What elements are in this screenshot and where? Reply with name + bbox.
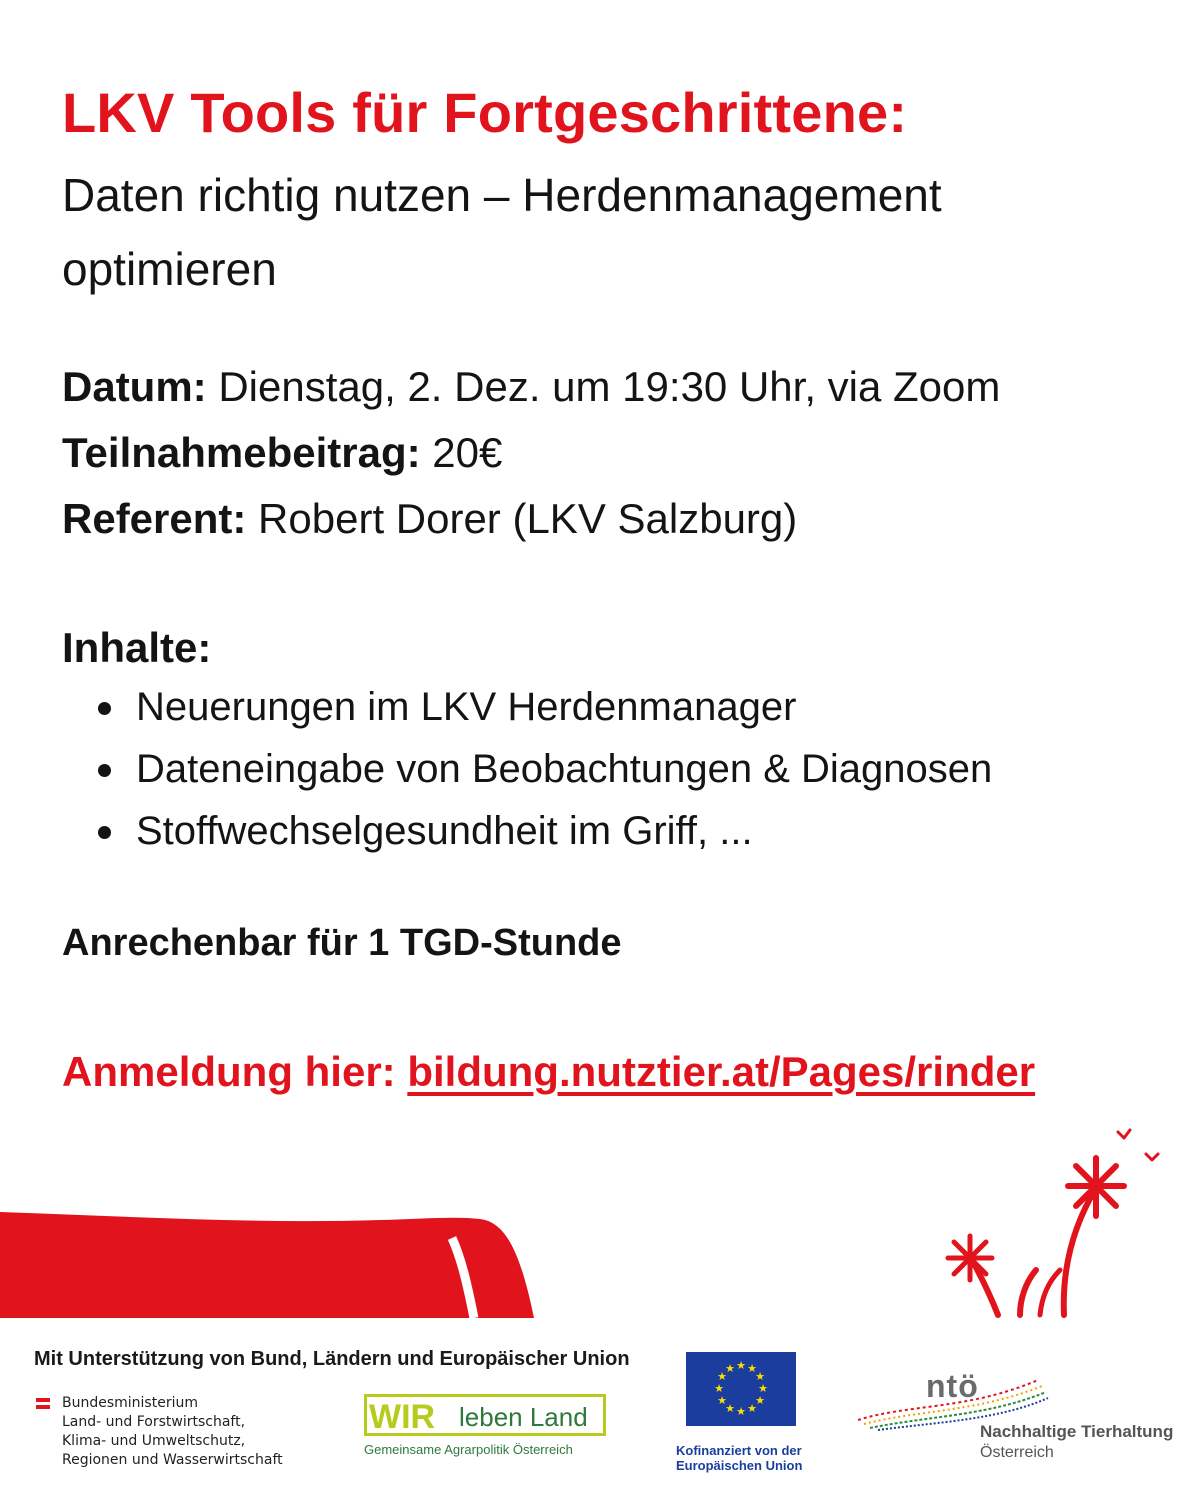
eu-logo [676,1352,816,1473]
flower-icon [948,1130,1158,1315]
list-item-text: Neuerungen im LKV Herdenmanager [136,685,797,729]
svg-text:★: ★ [725,1362,735,1375]
contents-heading: Inhalte: [62,624,212,671]
nto-logo [858,1358,1178,1468]
detail-fee-value: 20€ [432,429,503,476]
bullet-icon [98,826,111,839]
registration-label: Anmeldung hier: [62,1048,396,1095]
detail-date-value: Dienstag, 2. Dez. um 19:30 Uhr, via Zoom [218,363,1001,410]
wir-leben-land-logo [364,1394,614,1457]
event-details [62,354,1000,552]
svg-text:★: ★ [717,1394,727,1407]
detail-fee-label: Teilnahmebeitrag: [62,429,421,476]
svg-text:★: ★ [714,1382,724,1395]
detail-fee [62,420,1000,486]
eu-caption [676,1443,816,1473]
svg-text:★: ★ [717,1370,727,1383]
contents-list [62,676,992,862]
svg-text:★: ★ [755,1370,765,1383]
svg-text:★: ★ [758,1382,768,1395]
list-item [62,800,992,862]
ministry-line: Bundesministerium [62,1395,198,1411]
ministry-text [62,1394,283,1470]
detail-speaker-label: Referent: [62,495,247,542]
sponsor-footer [0,1318,1200,1500]
wir-logo-big: WIR [369,1398,436,1436]
page-subtitle: Daten richtig nutzen – Herdenmanagement optimieren [62,169,942,295]
eu-caption-line: Kofinanziert von der [676,1443,802,1458]
list-item-text: Stoffwechselgesundheit im Griff, ... [136,809,753,853]
bullet-icon [98,702,111,715]
nto-line-2: Österreich [980,1444,1054,1461]
registration [62,1048,1035,1096]
svg-text:★: ★ [725,1402,735,1415]
wir-logo-box [364,1394,606,1436]
nto-wordmark: ntö [926,1368,979,1404]
tgd-note: Anrechenbar für 1 TGD-Stunde [62,922,622,964]
austria-flag-icon [36,1398,50,1409]
wir-logo-subtitle: Gemeinsame Agrarpolitik Österreich [364,1442,573,1457]
eu-caption-line: Europäischen Union [676,1458,803,1473]
list-item [62,676,992,738]
detail-speaker [62,486,1000,552]
ministry-line: Regionen und Wasserwirtschaft [62,1452,283,1468]
list-item [62,738,992,800]
detail-date-label: Datum: [62,363,207,410]
nto-line-1: Nachhaltige Tierhaltung [980,1422,1174,1441]
support-text: Mit Unterstützung von Bund, Ländern und Europäischer Union [34,1348,630,1370]
svg-text:★: ★ [747,1362,757,1375]
ministry-line: Klima- und Umweltschutz, [62,1433,246,1449]
detail-date [62,354,1000,420]
registration-link[interactable]: bildung.nutztier.at/Pages/rinder [407,1048,1036,1095]
bullet-icon [98,764,111,777]
svg-text:★: ★ [755,1394,765,1407]
svg-text:★: ★ [747,1402,757,1415]
page-title: LKV Tools für Fortgeschrittene: [62,81,908,144]
red-wave-shape [0,1212,534,1318]
wir-logo-rest: leben Land [459,1402,588,1432]
svg-text:★: ★ [736,1359,746,1372]
detail-speaker-value: Robert Dorer (LKV Salzburg) [258,495,798,542]
decorative-graphics [0,1120,1200,1320]
svg-text:★: ★ [736,1405,746,1418]
eu-flag-icon [686,1352,796,1426]
list-item-text: Dateneingabe von Beobachtungen & Diagnosen [136,747,993,791]
ministry-line: Land- und Forstwirtschaft, [62,1414,246,1430]
